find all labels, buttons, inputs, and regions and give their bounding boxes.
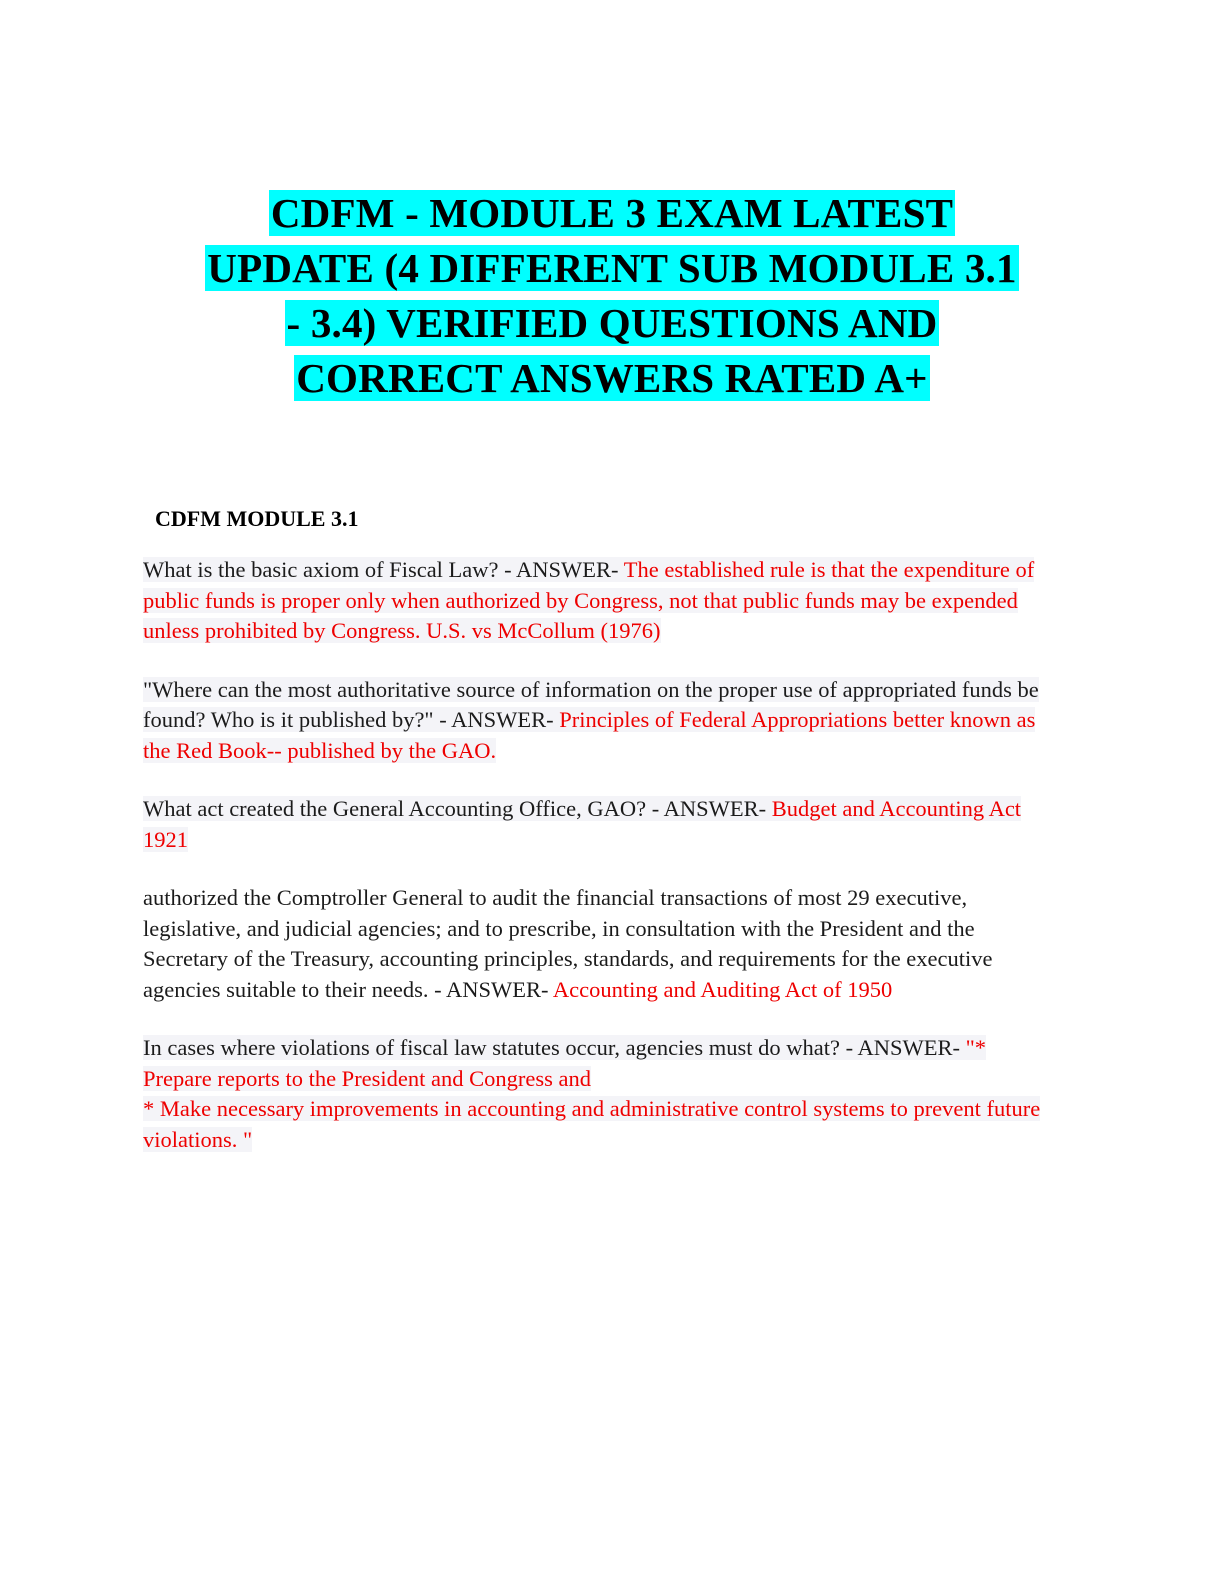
title-line-2-text: UPDATE (4 DIFFERENT SUB MODULE 3.1 [207,245,1017,291]
document-title [112,186,1112,406]
qa-item-5-answer-line-1: "* Prepare reports to the President and Congress and [143,1035,987,1091]
qa-item-3-question: What act created the General Accounting Office, GAO? - ANSWER- [143,796,772,821]
title-line-3-text: - 3.4) VERIFIED QUESTIONS AND [286,300,938,346]
title-line-1-text: CDFM - MODULE 3 EXAM LATEST [270,190,954,236]
document-body [143,505,1058,1183]
qa-item-5-answer-line-2: * Make necessary improvements in accounting and administrative control systems to prevent future violations. " [143,1096,1041,1152]
qa-item-5-question: In cases where violations of fiscal law statutes occur, agencies must do what? - ANSWER- [143,1035,966,1060]
qa-item-2-answer: Principles of Federal Appropriations better known as the Red Book-- published by the GAO. [143,707,1036,763]
title-line-2 [112,241,1112,296]
title-line-4 [112,351,1112,406]
qa-item-1-answer: The established rule is that the expenditure of public funds is proper only when authorized by Congress, not that public funds may be expended unless prohibited by Congress. U.S. vs McCollum (1976) [143,557,1035,643]
section-heading: CDFM MODULE 3.1 [155,506,359,531]
qa-item-2 [143,675,1058,767]
title-line-3 [112,296,1112,351]
qa-item-4 [143,883,1058,1005]
title-line-1 [112,186,1112,241]
title-line-4-text: CORRECT ANSWERS RATED A+ [296,355,928,401]
qa-item-1-question: What is the basic axiom of Fiscal Law? - ANSWER- [143,557,624,582]
qa-item-4-question: authorized the Comptroller General to audit the financial transactions of most 29 executive, legislative, and judicial agencies; and to prescribe, in consultation with the President and the Secretary of the Treasury, accounting principles, standards, and requirements for the executive agencies suitable to their needs. - ANSWER- [143,885,993,1002]
qa-item-5 [143,1033,1058,1155]
qa-item-4-answer: Accounting and Auditing Act of 1950 [552,976,893,1002]
qa-item-2-question: "Where can the most authoritative source of information on the proper use of appropriated funds be found? Who is it published by?" - ANSWER- [143,676,1039,732]
qa-item-3-answer: Budget and Accounting Act 1921 [143,796,1022,852]
qa-item-3 [143,794,1058,855]
qa-item-1 [143,555,1058,647]
